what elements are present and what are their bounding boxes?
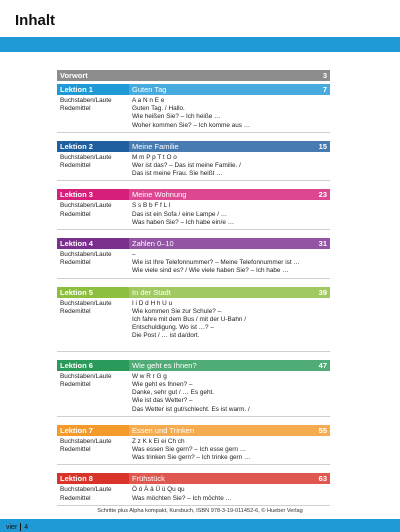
toc-section-lektion-7 (57, 425, 330, 466)
toc-label: Lektion 5 (60, 287, 93, 297)
toc-section-lektion-6 (57, 360, 330, 417)
toc-page-number: 15 (318, 141, 327, 151)
footer-divider (20, 523, 21, 531)
toc-row-text: Wie viele sind es? / Wie viele haben Sie? – Ich habe … (132, 267, 289, 275)
footer-page-digit: 4 (24, 523, 29, 531)
toc-row-label: Redemittel (60, 210, 91, 218)
toc-title: Essen und Trinken (129, 425, 330, 436)
page-footer (0, 508, 400, 532)
toc-page-number: 55 (318, 425, 327, 435)
toc-divider (57, 278, 330, 279)
toc-row-text: Ich fahre mit dem Bus / mit der U-Bahn / (132, 316, 247, 324)
toc-row-label: Redemittel (60, 381, 91, 389)
toc-body (57, 373, 330, 414)
toc-row-label (60, 170, 129, 178)
toc-body (57, 202, 330, 227)
toc-section-lektion-1 (57, 84, 330, 133)
toc-body-lines (129, 202, 330, 227)
toc-row-text: Wie kommen Sie zur Schule? – (132, 307, 222, 315)
toc-body (57, 154, 330, 179)
toc-row-text: – (132, 251, 136, 259)
toc-body-lines (129, 373, 330, 414)
toc-section-lektion-8 (57, 473, 330, 505)
toc-bar-lektion-6[interactable] (57, 360, 330, 371)
toc-row-text: A a N n E e (132, 97, 165, 104)
toc-label: Lektion 7 (60, 425, 93, 435)
toc-label: Lektion 4 (60, 239, 93, 249)
toc-row-label (60, 406, 129, 414)
toc-title: Meine Familie (129, 141, 330, 152)
toc-title: Meine Wohnung (129, 189, 330, 200)
toc-bar-lektion-8[interactable] (57, 473, 330, 484)
toc-divider (57, 132, 330, 133)
toc-row-text: Entschuldigung. Wo ist …? – (132, 324, 214, 332)
toc-body (57, 486, 330, 502)
toc-label: Lektion 1 (60, 85, 93, 94)
toc-row-label: Buchstaben/Laute (60, 202, 112, 210)
toc-row-label (60, 397, 129, 405)
toc-body-labels (57, 251, 129, 276)
footer-page-word: vier (6, 523, 18, 531)
toc-row-label: Redemittel (60, 259, 91, 267)
toc-row-label: Buchstaben/Laute (60, 372, 112, 380)
toc-row-label: Buchstaben/Laute (60, 299, 112, 307)
table-of-contents (57, 67, 330, 506)
toc-body-lines (129, 438, 330, 463)
toc-label: Lektion 3 (60, 190, 93, 200)
toc-divider (57, 229, 330, 230)
toc-bar-lektion-4[interactable] (57, 238, 330, 249)
toc-row-label (60, 122, 129, 130)
toc-bar-lektion-3[interactable] (57, 189, 330, 200)
toc-bar-vorwort[interactable] (57, 70, 330, 81)
toc-page-number: 23 (318, 190, 327, 200)
toc-row-text: Was essen Sie gern? – Ich esse gern … (132, 446, 247, 454)
toc-divider (57, 464, 330, 465)
toc-row-label: Redemittel (60, 307, 91, 315)
toc-page-number: 3 (322, 71, 327, 80)
toc-row-text: Wie ist das Wetter? – (132, 397, 193, 405)
toc-row-label: Redemittel (60, 494, 91, 502)
toc-bar-lektion-1[interactable] (57, 84, 330, 95)
toc-label: Lektion 8 (60, 474, 93, 484)
toc-title: In der Stadt (129, 287, 330, 298)
toc-divider (57, 180, 330, 181)
toc-row-label: Buchstaben/Laute (60, 153, 112, 161)
toc-bar-lektion-7[interactable] (57, 425, 330, 436)
toc-divider (57, 505, 330, 506)
footer-page-number (6, 523, 28, 531)
toc-row-label (60, 324, 129, 332)
toc-section-lektion-3 (57, 189, 330, 230)
toc-row-text: Das Wetter ist gut/schlecht. Es ist warm. / (132, 405, 250, 413)
toc-body (57, 97, 330, 130)
toc-row-text: Wie ist Ihre Telefonnummer? – Meine Telefonnummer ist … (132, 259, 300, 267)
toc-row-text: Was haben Sie? – Ich habe ein/e … (132, 218, 235, 226)
toc-bar-lektion-2[interactable] (57, 141, 330, 152)
page-title: Inhalt (15, 12, 55, 29)
toc-body (57, 300, 330, 349)
toc-row-label: Buchstaben/Laute (60, 251, 112, 259)
toc-row-label (60, 341, 129, 349)
toc-body-labels (57, 438, 129, 463)
toc-body-labels (57, 486, 129, 502)
toc-row-text: Wie heißen Sie? – Ich heiße … (132, 113, 221, 121)
toc-label: Lektion 2 (60, 141, 93, 151)
toc-row-text: Wer ist das? – Das ist meine Familie. / (132, 162, 241, 170)
toc-row-label (60, 267, 129, 275)
toc-row-text: Danke, sehr gut / … Es geht. (132, 389, 215, 397)
toc-row-text: Das ist meine Frau. Sie heißt … (132, 170, 223, 178)
toc-section-lektion-2 (57, 141, 330, 182)
header-band (0, 37, 400, 52)
toc-row-label (60, 316, 129, 324)
toc-title: Guten Tag (129, 84, 330, 95)
toc-body-lines (129, 300, 330, 349)
toc-row-label: Buchstaben/Laute (60, 486, 112, 494)
toc-body-lines (129, 97, 330, 130)
toc-label: Vorwort (60, 71, 88, 80)
toc-title: Wie geht es Ihnen? (129, 360, 330, 371)
toc-row-text: Die Post / … ist da/dort. (132, 332, 200, 340)
toc-body-lines (129, 486, 330, 502)
toc-row-text: Ö ö Ä ä Ü ü Qu qu (132, 486, 185, 494)
toc-row-label: Redemittel (60, 446, 91, 454)
toc-row-label: Redemittel (60, 105, 91, 113)
toc-row-label (60, 113, 129, 121)
toc-body-labels (57, 300, 129, 349)
toc-page-number: 39 (318, 287, 327, 297)
toc-row-text: I i D d H h U u (132, 299, 173, 307)
toc-bar-lektion-5[interactable] (57, 287, 330, 298)
toc-divider (57, 416, 330, 417)
toc-row-text: Z z K k Ei ei Ch ch (132, 437, 185, 445)
toc-body-labels (57, 154, 129, 179)
toc-row-label: Redemittel (60, 162, 91, 170)
toc-body-lines (129, 154, 330, 179)
toc-row-text: Wie geht es Ihnen? – (132, 381, 193, 389)
toc-section-vorwort (57, 70, 330, 81)
toc-row-text: Guten Tag. / Hallo. (132, 105, 185, 113)
toc-row-text: W w R r G g (132, 372, 167, 380)
toc-section-lektion-5 (57, 287, 330, 352)
toc-title: Frühstück (129, 473, 330, 484)
toc-row-text: Woher kommen Sie? – Ich komme aus … (132, 121, 251, 129)
toc-row-text: Was möchten Sie? – Ich möchte … (132, 494, 232, 502)
toc-page-number: 7 (322, 85, 327, 94)
toc-row-label (60, 389, 129, 397)
toc-row-label: Buchstaben/Laute (60, 437, 112, 445)
toc-title: Zahlen 0–10 (129, 238, 330, 249)
toc-row-text: Das ist ein Sofa / eine Lampe / … (132, 210, 228, 218)
footer-band (0, 519, 400, 532)
toc-body-labels (57, 97, 129, 130)
toc-divider (57, 351, 330, 352)
toc-page-number: 63 (318, 474, 327, 484)
toc-row-label (60, 454, 129, 462)
toc-row-text: M m P p T t O o (132, 153, 177, 161)
toc-body-lines (129, 251, 330, 276)
toc-page-number: 31 (318, 239, 327, 249)
toc-body-labels (57, 202, 129, 227)
toc-body (57, 438, 330, 463)
toc-row-text: S s B b F f L l (132, 202, 171, 210)
toc-section-lektion-4 (57, 238, 330, 279)
toc-row-label (60, 219, 129, 227)
toc-row-label (60, 332, 129, 340)
toc-body-labels (57, 373, 129, 414)
toc-row-label: Buchstaben/Laute (60, 97, 112, 104)
toc-body (57, 251, 330, 276)
toc-row-text: Was trinken Sie gern? – Ich trinke gern … (132, 454, 251, 462)
toc-page-number: 47 (318, 360, 327, 370)
toc-label: Lektion 6 (60, 360, 93, 370)
footer-caption: Schritte plus Alpha kompakt, Kursbuch, ISBN 978-3-19-011452-6, © Hueber Verlag (97, 508, 303, 514)
toc-row-text (132, 341, 330, 349)
